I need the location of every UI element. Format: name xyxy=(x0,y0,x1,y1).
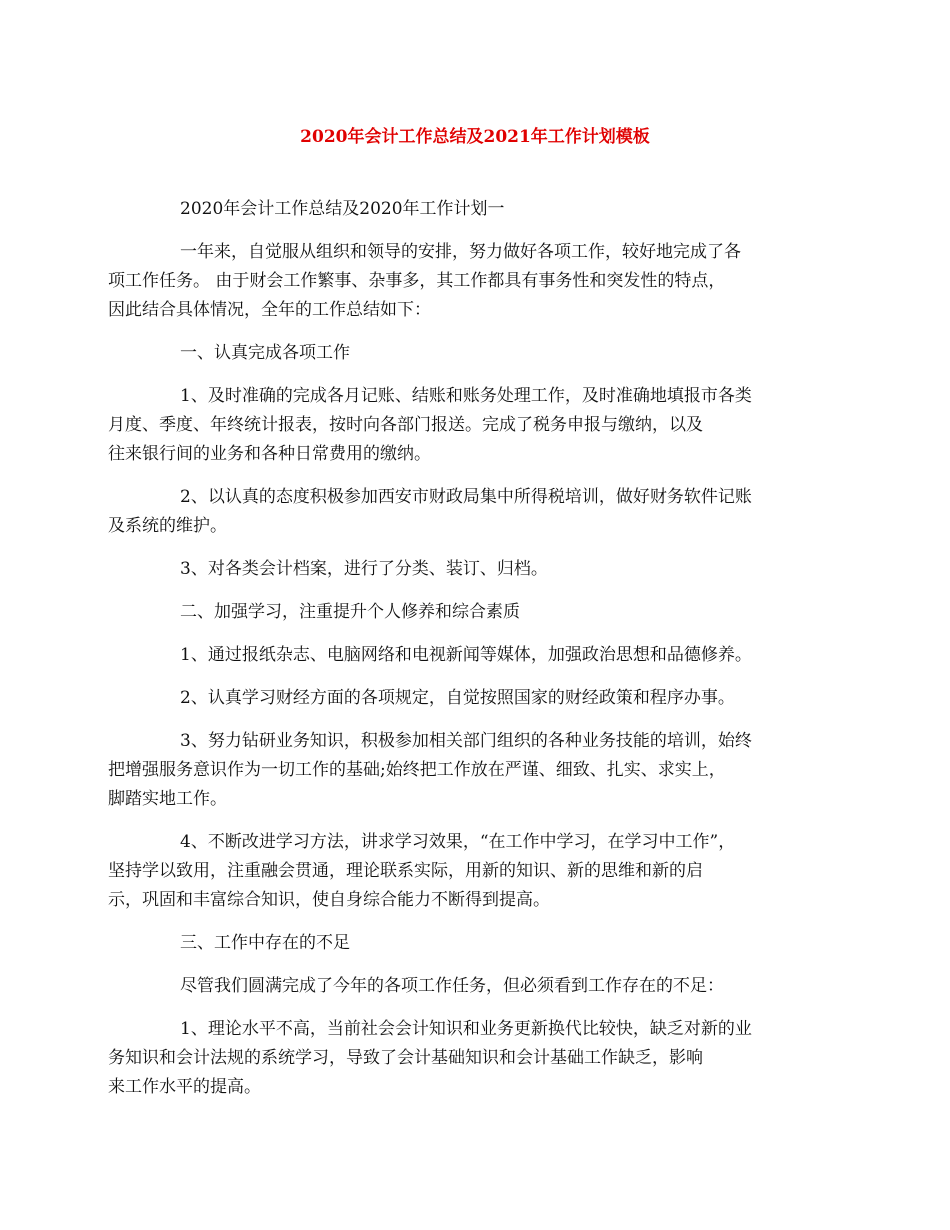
body-paragraph xyxy=(108,1015,812,1102)
paragraph-line: 1、及时准确的完成各月记账、结账和账务处理工作，及时准确地填报市各类 xyxy=(180,386,752,406)
paragraph-line: 往来银行间的业务和各种日常费用的缴纳。 xyxy=(108,444,431,464)
paragraph-line: 三、工作中存在的不足 xyxy=(180,933,350,953)
body-paragraph xyxy=(144,339,812,368)
body-paragraph xyxy=(144,929,812,958)
paragraph-line: 二、加强学习，注重提升个人修养和综合素质 xyxy=(180,602,520,622)
paragraph-line: 4、不断改进学习方法，讲求学习效果，“在工作中学习，在学习中工作”， xyxy=(180,832,736,852)
body-paragraph xyxy=(108,727,812,814)
body-paragraph xyxy=(144,555,812,584)
body-paragraph xyxy=(108,828,812,915)
paragraph-line: 把增强服务意识作为一切工作的基础;始终把工作放在严谨、细致、扎实、求实上， xyxy=(108,760,726,780)
paragraph-line: 1、理论水平不高，当前社会会计知识和业务更新换代比较快，缺乏对新的业 xyxy=(180,1019,752,1039)
body-paragraph xyxy=(108,238,812,325)
paragraph-line: 2、认真学习财经方面的各项规定，自觉按照国家的财经政策和程序办事。 xyxy=(180,688,735,708)
document-title: 2020年会计工作总结及2021年工作计划模板 xyxy=(300,127,650,147)
paragraph-line: 脚踏实地工作。 xyxy=(108,789,227,809)
body-paragraph xyxy=(108,382,812,469)
paragraph-line: 项工作任务。 由于财会工作繁事、杂事多，其工作都具有事务性和突发性的特点， xyxy=(108,271,726,291)
body-paragraph xyxy=(108,483,812,541)
body-paragraph xyxy=(144,641,812,670)
paragraph-line: 月度、季度、年终统计报表，按时向各部门报送。完成了税务申报与缴纳，以及 xyxy=(108,415,703,435)
body-paragraph xyxy=(144,972,812,1001)
paragraph-line: 1、通过报纸杂志、电脑网络和电视新闻等媒体，加强政治思想和品德修养。 xyxy=(180,645,752,665)
body-paragraph xyxy=(144,195,812,224)
paragraph-line: 3、对各类会计档案，进行了分类、装订、归档。 xyxy=(180,559,548,579)
document-body xyxy=(108,195,812,1116)
paragraph-line: 坚持学以致用，注重融会贯通，理论联系实际，用新的知识、新的思维和新的启 xyxy=(108,861,703,881)
paragraph-line: 一年来，自觉服从组织和领导的安排，努力做好各项工作，较好地完成了各 xyxy=(180,242,741,262)
paragraph-line: 示，巩固和丰富综合知识，使自身综合能力不断得到提高。 xyxy=(108,890,550,910)
paragraph-line: 2、以认真的态度积极参加西安市财政局集中所得税培训，做好财务软件记账 xyxy=(180,487,752,507)
paragraph-line: 及系统的维护。 xyxy=(108,516,227,536)
body-paragraph xyxy=(144,598,812,627)
paragraph-line: 2020年会计工作总结及2020年工作计划一 xyxy=(180,199,505,219)
paragraph-line: 来工作水平的提高。 xyxy=(108,1077,261,1097)
paragraph-line: 尽管我们圆满完成了今年的各项工作任务，但必须看到工作存在的不足： xyxy=(180,976,724,996)
paragraph-line: 务知识和会计法规的系统学习，导致了会计基础知识和会计基础工作缺乏，影响 xyxy=(108,1048,703,1068)
body-paragraph xyxy=(144,684,812,713)
paragraph-line: 因此结合具体情况，全年的工作总结如下： xyxy=(108,300,431,320)
paragraph-line: 一、认真完成各项工作 xyxy=(180,343,350,363)
paragraph-line: 3、努力钻研业务知识，积极参加相关部门组织的各种业务技能的培训，始终 xyxy=(180,731,752,751)
